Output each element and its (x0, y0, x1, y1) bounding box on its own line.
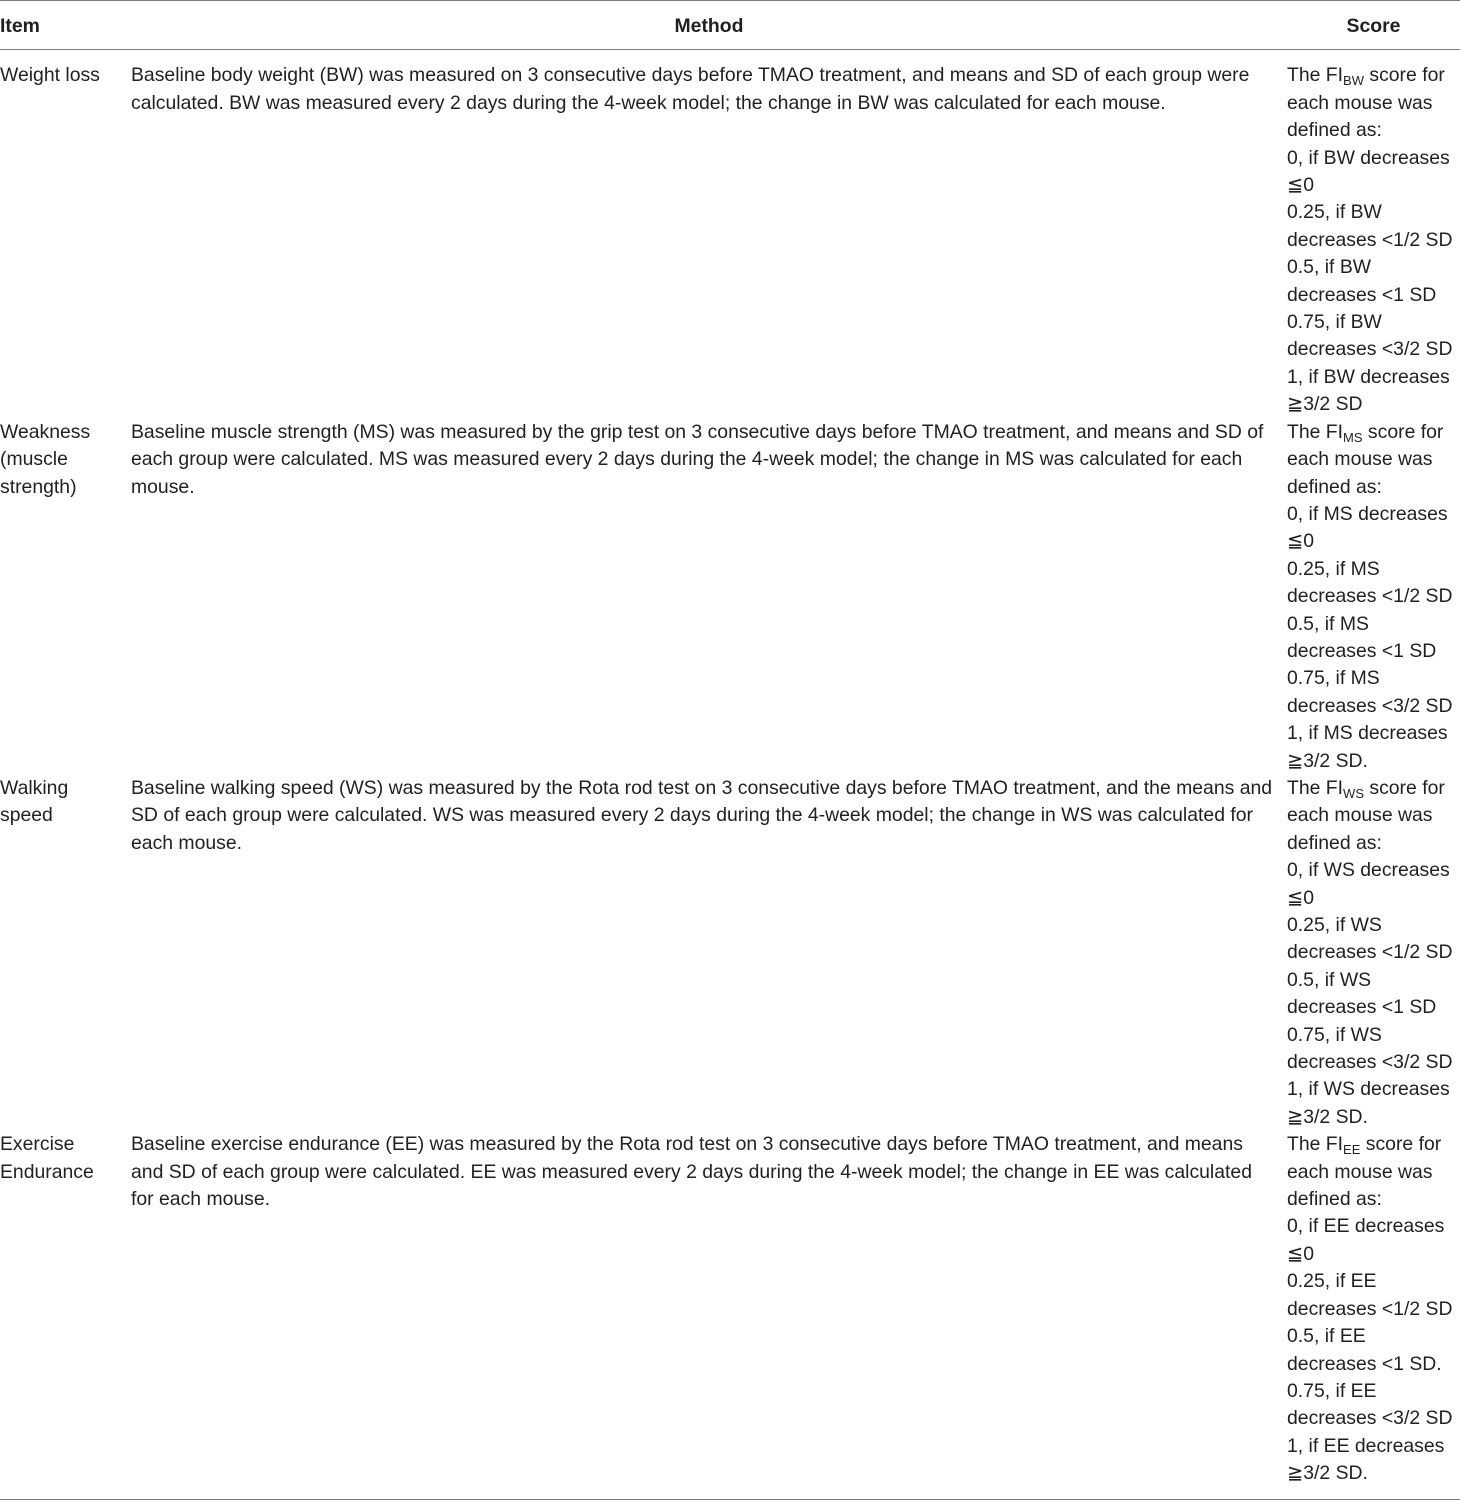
score-cell (1287, 1131, 1460, 1487)
score-line: 1, if WS decreases (1287, 1078, 1450, 1101)
method-cell: Baseline body weight (BW) was measured on 3 consecutive days before TMAO treatment, and means and SD of each group were calculated. BW was measured every 2 days during the 4-week model; the change in BW was calculated for each mouse. (131, 64, 1250, 114)
score-subscript: MS (1343, 429, 1363, 445)
score-line: each mouse was (1287, 1160, 1433, 1183)
score-line: decreases <1 SD (1287, 283, 1437, 306)
score-intro-prefix: The FI (1287, 420, 1344, 443)
score-line: decreases <3/2 SD (1287, 1407, 1453, 1430)
score-intro-suffix: score for (1360, 1133, 1442, 1156)
score-line: defined as: (1287, 1188, 1382, 1211)
score-intro-prefix: The FI (1287, 1133, 1344, 1156)
item-label-line: Exercise (0, 1133, 75, 1156)
header-item: Item (0, 15, 40, 37)
score-line: decreases <3/2 SD (1287, 338, 1453, 361)
table-row (0, 775, 1460, 1131)
method-cell: Baseline muscle strength (MS) was measured by the grip test on 3 consecutive days before TMAO treatment, and means and SD of each group were calculated. MS was measured every 2 days during the 4-week model; the change in MS was calculated for each mouse. (131, 420, 1264, 498)
score-line: decreases <1 SD (1287, 996, 1437, 1019)
score-intro-suffix: score for (1364, 64, 1445, 87)
score-line: 0, if MS decreases (1287, 502, 1448, 525)
score-line: decreases <1 SD. (1287, 1352, 1442, 1375)
score-line: defined as: (1287, 119, 1382, 142)
item-cell (0, 1131, 131, 1487)
table-body (0, 50, 1460, 1488)
score-intro-prefix: The FI (1287, 776, 1344, 799)
score-line: each mouse was (1287, 91, 1433, 114)
score-cell (1287, 775, 1460, 1131)
item-label-line: Walking (0, 776, 69, 799)
score-line: each mouse was (1287, 448, 1433, 471)
item-label-line: (muscle (0, 448, 68, 471)
score-intro-suffix: score for (1364, 776, 1445, 799)
score-line: 1, if MS decreases (1287, 722, 1448, 745)
score-line: decreases <1/2 SD (1287, 941, 1453, 964)
score-line: 0.5, if MS (1287, 612, 1369, 635)
score-line: 0.25, if BW (1287, 201, 1382, 224)
score-line: ≦0 (1287, 1242, 1315, 1265)
score-line: ≧3/2 SD. (1287, 1462, 1368, 1485)
score-line: 0, if WS decreases (1287, 859, 1450, 882)
score-line: 0.25, if WS (1287, 914, 1382, 936)
score-line: decreases <1/2 SD (1287, 585, 1453, 608)
score-subscript: BW (1343, 73, 1364, 89)
score-line: 0, if BW decreases (1287, 146, 1450, 169)
score-line: defined as: (1287, 475, 1382, 498)
score-line: decreases <1/2 SD (1287, 1297, 1453, 1320)
header-row (0, 1, 1460, 50)
table-bottom-rule (0, 1499, 1460, 1500)
score-subscript: EE (1343, 1142, 1361, 1158)
table-row (0, 50, 1460, 419)
item-label-line: Endurance (0, 1160, 94, 1183)
score-line: 0.5, if WS (1287, 968, 1372, 991)
item-cell (0, 50, 131, 419)
score-intro-line (1287, 62, 1460, 89)
score-line: ≧3/2 SD (1287, 393, 1363, 416)
score-intro-line (1287, 775, 1460, 802)
method-cell: Baseline exercise endurance (EE) was measured by the Rota rod test on 3 consecutive days before TMAO treatment, and means and SD of each group were calculated. EE was measured every 2 days during the 4-week model; the change in EE was calculated for each mouse. (131, 1133, 1252, 1211)
score-intro-suffix: score for (1362, 420, 1444, 443)
method-cell: Baseline walking speed (WS) was measured by the Rota rod test on 3 consecutive days before TMAO treatment, and the means and SD of each group were calculated. WS was measured every 2 days during the 4-week model; the change in WS was calculated for each mouse. (131, 776, 1273, 854)
score-intro-line (1287, 1131, 1460, 1158)
score-line: 1, if BW decreases (1287, 365, 1450, 388)
score-line: 0.75, if MS (1287, 667, 1380, 690)
score-intro-line (1287, 419, 1460, 446)
table-row (0, 419, 1460, 775)
score-line: 0.5, if EE (1287, 1325, 1366, 1348)
item-label-line: speed (0, 804, 53, 827)
score-line: decreases <3/2 SD (1287, 1051, 1453, 1074)
score-line: decreases <1 SD (1287, 639, 1437, 662)
header-method: Method (674, 15, 744, 37)
score-line: decreases <1/2 SD (1287, 228, 1453, 251)
item-cell (0, 775, 131, 1131)
score-line: 0.5, if BW (1287, 256, 1372, 279)
score-line: 0.75, if EE (1287, 1379, 1377, 1402)
score-intro-prefix: The FI (1287, 64, 1344, 87)
header-score: Score (1346, 15, 1401, 37)
score-line: 0.75, if WS (1287, 1023, 1382, 1046)
score-line: ≧3/2 SD. (1287, 749, 1368, 772)
score-line: 0.75, if BW (1287, 311, 1382, 334)
item-cell (0, 419, 131, 775)
score-line: ≦0 (1287, 530, 1315, 553)
score-line: 1, if EE decreases (1287, 1434, 1445, 1457)
score-line: ≦0 (1287, 886, 1315, 909)
table-row (0, 1131, 1460, 1487)
score-subscript: WS (1343, 785, 1364, 801)
score-line: decreases <3/2 SD (1287, 694, 1453, 717)
item-label-line: strength) (0, 475, 77, 498)
score-line: 0.25, if MS (1287, 557, 1380, 580)
score-line: defined as: (1287, 831, 1382, 854)
score-cell (1287, 419, 1460, 775)
score-line: ≦0 (1287, 174, 1315, 197)
score-line: ≧3/2 SD. (1287, 1105, 1368, 1128)
score-line: 0, if EE decreases (1287, 1215, 1445, 1238)
score-line: each mouse was (1287, 804, 1433, 827)
table-header (0, 1, 1460, 50)
score-cell (1287, 50, 1460, 419)
item-label-line: Weakness (0, 420, 91, 443)
score-line: 0.25, if EE (1287, 1270, 1377, 1293)
item-label-line: Weight loss (0, 64, 100, 87)
